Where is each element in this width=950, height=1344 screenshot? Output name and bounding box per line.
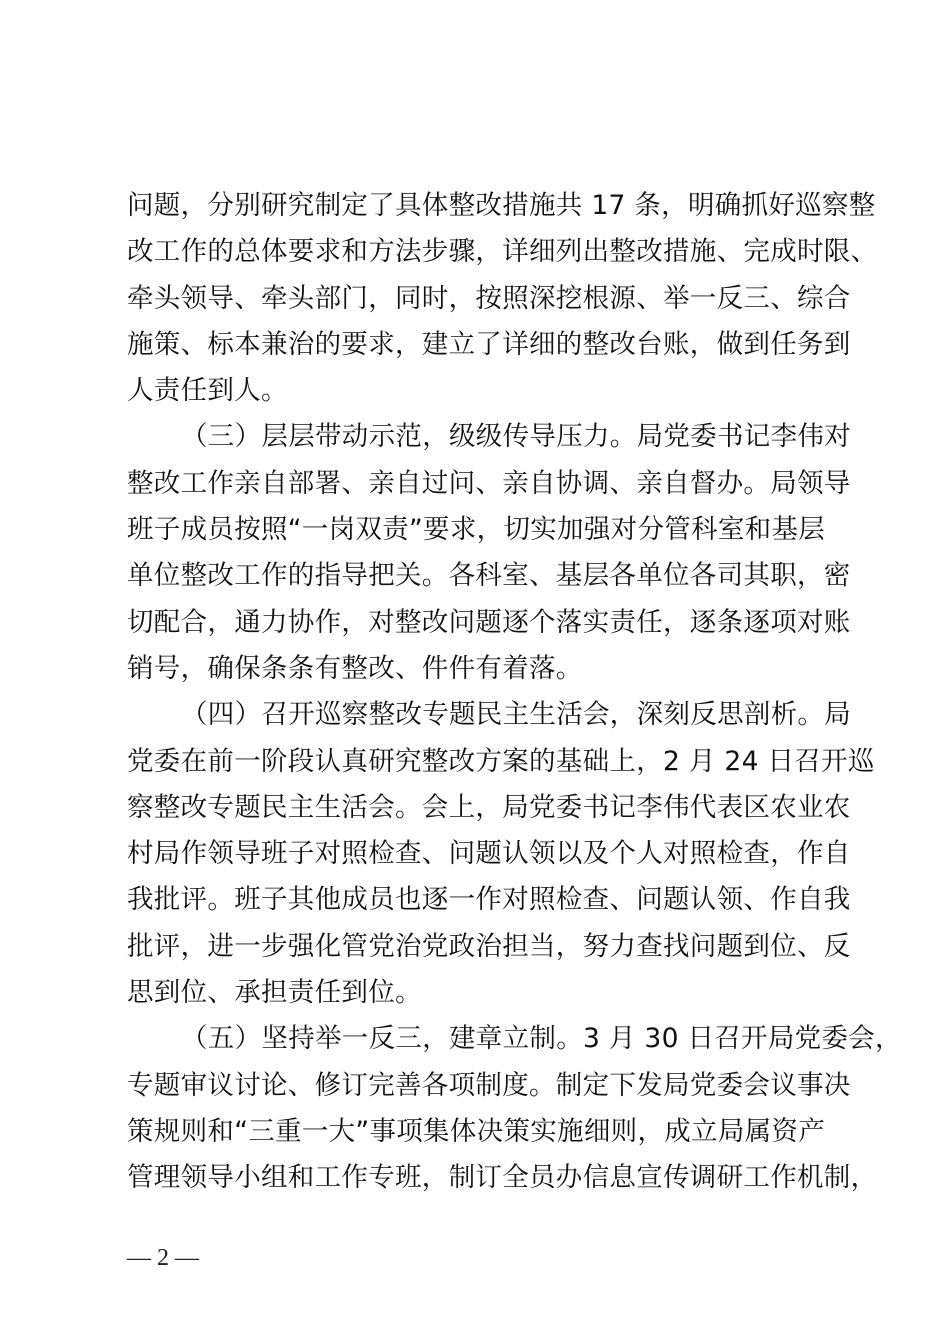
- text-line: （四）召开巡察整改专题民主生活会，深刻反思剖析。局: [181, 699, 851, 731]
- text-line: 察整改专题民主生活会。会上，局党委书记李伟代表区农业农: [127, 791, 851, 823]
- page-number: — 2 —: [127, 1245, 199, 1271]
- body-text: [127, 183, 902, 1202]
- text-line: 切配合，通力协作，对整改问题逐个落实责任，逐条逐项对账: [127, 606, 851, 638]
- paragraph-section-3: [127, 414, 851, 692]
- text-line: 牵头领导、牵头部门，同时，按照深挖根源、举一反三、综合: [127, 282, 851, 314]
- text-line: 村局作领导班子对照检查、问题认领以及个人对照检查，作自: [127, 838, 851, 870]
- text-line: 专题审议讨论、修订完善各项制度。制定下发局党委会议事决: [127, 1069, 851, 1101]
- text-line: 管理领导小组和工作专班，制订全员办信息宣传调研工作机制，: [127, 1162, 878, 1194]
- text-line: 党委在前一阶段认真研究整改方案的基础上，2 月 24 日召开巡: [127, 745, 875, 777]
- text-line: 改工作的总体要求和方法步骤，详细列出整改措施、完成时限、: [127, 236, 878, 268]
- text-line: 问题，分别研究制定了具体整改措施共 17 条，明确抓好巡察整: [127, 190, 876, 221]
- text-line: 我批评。班子其他成员也逐一作对照检查、问题认领、作自我: [127, 884, 851, 916]
- text-line: 批评，进一步强化管党治党政治担当，努力查找问题到位、反: [127, 930, 851, 962]
- text-line: （五）坚持举一反三，建章立制。3 月 30 日召开局党委会，: [181, 1023, 902, 1055]
- text-line: 思到位、承担责任到位。: [127, 977, 422, 1009]
- text-line: 策规则和“三重一大”事项集体决策实施细则，成立局属资产: [127, 1115, 826, 1147]
- paragraph-section-5: [127, 1016, 902, 1201]
- text-line: 单位整改工作的指导把关。各科室、基层各单位各司其职，密: [127, 560, 851, 592]
- paragraph-continuation: [127, 183, 878, 414]
- paragraph-section-4: [127, 692, 875, 1016]
- text-line: 销号，确保条条有整改、件件有着落。: [127, 652, 583, 684]
- text-line: 人责任到人。: [127, 375, 288, 407]
- text-line: 整改工作亲自部署、亲自过问、亲自协调、亲自督办。局领导: [127, 467, 851, 499]
- text-line: 施策、标本兼治的要求，建立了详细的整改台账，做到任务到: [127, 328, 851, 360]
- text-line: 班子成员按照“一岗双责”要求，切实加强对分管科室和基层: [127, 514, 826, 546]
- text-line: （三）层层带动示范，级级传导压力。局党委书记李伟对: [181, 421, 851, 453]
